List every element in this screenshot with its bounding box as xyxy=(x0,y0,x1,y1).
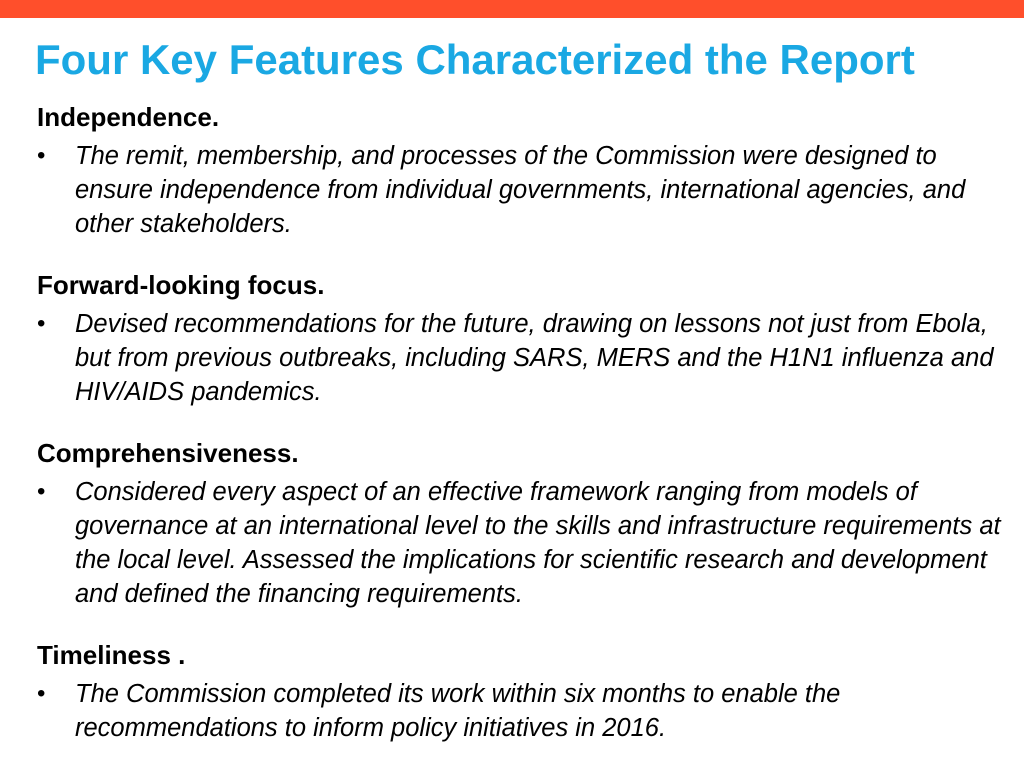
section-heading: Comprehensiveness. xyxy=(37,438,299,468)
bullet-text: The Commission completed its work within six months to enable the recommendations to inform policy initiatives in 2016. xyxy=(75,680,841,742)
bullet-icon: • xyxy=(37,478,46,505)
top-accent-bar xyxy=(0,0,1024,18)
bullet-icon: • xyxy=(37,680,46,707)
bullet-text: Devised recommendations for the future, drawing on lessons not just from Ebola, but from previous outbreaks, including SARS, MERS and the H1N1 influenza and HIV/AIDS pandemics. xyxy=(75,310,994,406)
bullet-icon: • xyxy=(37,310,46,337)
section-heading: Timeliness . xyxy=(37,640,186,670)
bullet-item xyxy=(37,139,1007,241)
section-heading: Forward-looking focus. xyxy=(37,270,325,300)
section-timeliness xyxy=(37,639,1007,745)
bullet-item xyxy=(37,307,1007,409)
section-forward-looking-focus xyxy=(37,269,1007,409)
bullet-text: The remit, membership, and processes of the Commission were designed to ensure independence from individual governments, international agencies, and other stakeholders. xyxy=(75,142,966,238)
section-heading: Independence. xyxy=(37,102,220,132)
bullet-icon: • xyxy=(37,142,46,169)
bullet-item xyxy=(37,475,1007,611)
bullet-text: Considered every aspect of an effective framework ranging from models of governance at an international level to the skills and infrastructure requirements at the local level. Assessed the implications for scientific research and development and defined the financing requirements. xyxy=(75,478,1001,608)
slide-title: Four Key Features Characterized the Report xyxy=(35,36,915,83)
section-comprehensiveness xyxy=(37,437,1007,611)
bullet-item xyxy=(37,677,1007,745)
section-independence xyxy=(37,101,1007,241)
